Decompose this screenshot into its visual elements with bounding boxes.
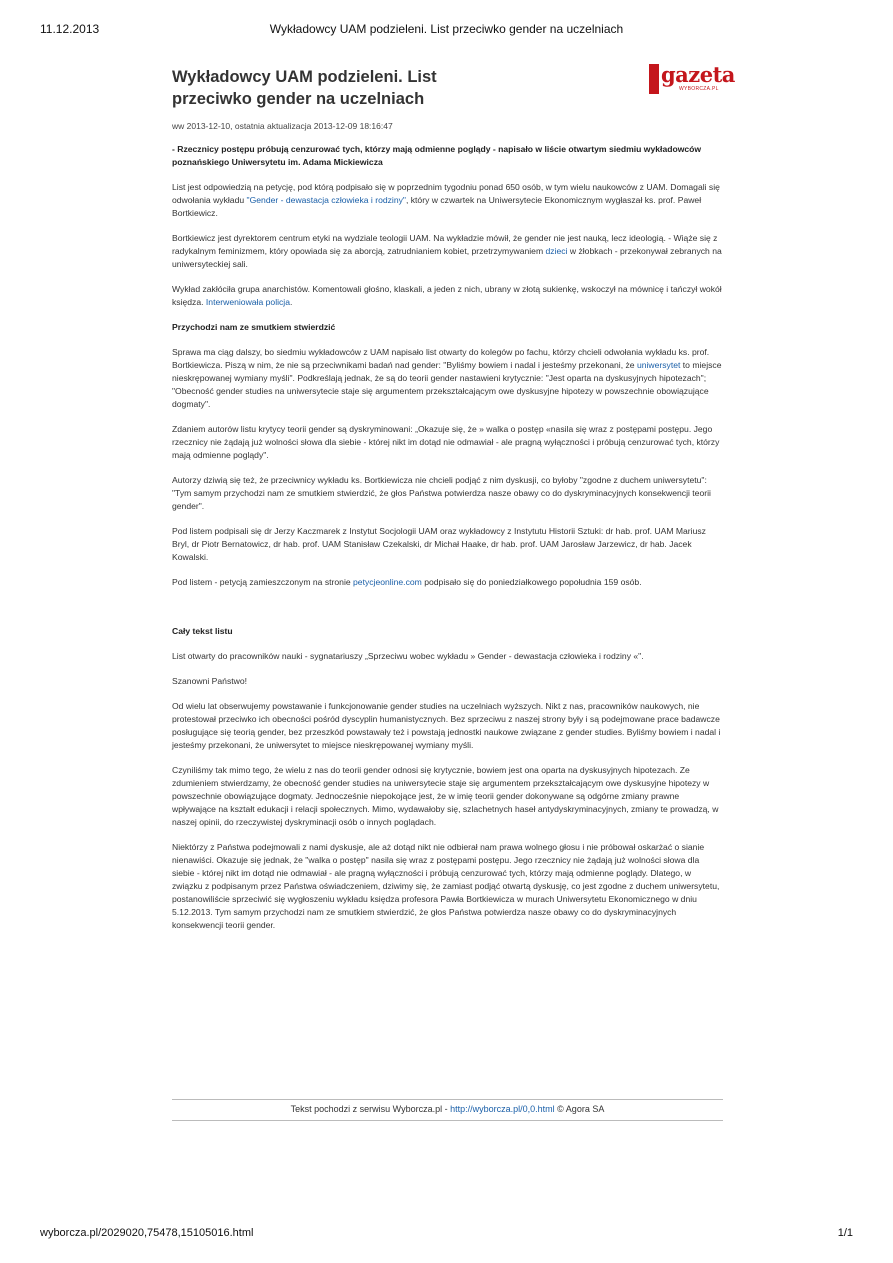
letter-paragraph-3: Niektórzy z Państwa podejmowali z nami dyskusje, ale aż dotąd nikt nie odbierał nam prawa wolnego głosu i nie próbował oskarżać o sianie nienawiści. Okazuje się jednak, że "walka o postęp" nasila się wraz z postępami postępu. Jego rzecznicy nie żądają już wolności słowa dla siebie - której nikt im dotąd nie odmawiał - ale pragną wyłączności i próbują cenzurować tych, którzy mają odmienne poglądy. Dlatego, w związku z podpisanym przez Państwa oświadczeniem, dziwimy się, że zamiast podjąć otwartą dyskusję, co jest zgodne z duchem uniwersytetu, postanowiliście sprzeciwić się wygłoszeniu wykładu księdza profesora Pawła Bortkiewicza w murach Uniwersytetu Ekonomicznego w dniu 5.12.2013. Tym samym przychodzi nam ze smutkiem stwierdzić, że głos Państwa potwierdza nasze obawy co do dyskryminacyjnych konsekwencji teorii gender. — [172, 842, 720, 930]
spacer — [172, 589, 723, 613]
article-byline: ww 2013-12-10, ostatnia aktualizacja 2013-12-09 18:16:47 — [172, 121, 393, 131]
letter-title: List otwarty do pracowników nauki - sygnatariuszy „Sprzeciwu wobec wykładu » Gender - dewastacja człowieka i rodziny «". — [172, 651, 644, 661]
gazeta-logo[interactable] — [649, 62, 735, 94]
paragraph-6: Autorzy dziwią się też, że przeciwnicy wykładu ks. Bortkiewicza nie chcieli podjąć z nim dyskusji, co byłoby "zgodne z duchem uniwersytetu": "Tym samym przychodzi nam ze smutkiem stwierdzić, że głos Państwa potwierdza nasze obawy co do dyskryminacyjnych konsekwencji teorii gender". — [172, 475, 711, 511]
source-box — [172, 1099, 723, 1121]
article-lead: - Rzecznicy postępu próbują cenzurować tych, którzy mają odmienne poglądy - napisało w liście otwartym siedmiu wykładowców poznańskiego Uniwersytetu im. Adama Mickiewicza — [172, 144, 702, 167]
source-text: Tekst pochodzi z serwisu Wyborcza.pl - http://wyborcza.pl/0,0.html © Agora SA — [290, 1104, 605, 1114]
logo-mark-icon — [649, 64, 659, 94]
lecture-title-link[interactable]: "Gender - dewastacja człowieka i rodziny" — [246, 195, 406, 205]
letter-salutation: Szanowni Państwo! — [172, 676, 247, 686]
subheading-2: Cały tekst listu — [172, 626, 233, 636]
print-url: wyborcza.pl/2029020,75478,15105016.html — [40, 1227, 254, 1239]
dzieci-link[interactable]: dzieci — [545, 246, 568, 256]
petycjeonline-link[interactable]: petycjeonline.com — [353, 577, 422, 587]
logo-subtext: WYBORCZA.PL — [679, 86, 719, 92]
wyborcza-link[interactable]: http://wyborcza.pl/0,0.html — [450, 1104, 555, 1114]
paragraph-7: Pod listem podpisali się dr Jerzy Kaczmarek z Instytut Socjologii UAM oraz wykładowcy z Instytutu Historii Sztuki: dr hab. prof. UAM Mariusz Bryl, dr Piotr Bernatowicz, dr hab. prof. UAM Stanisław Czekalski, dr Michał Haake, dr hab. prof. UAM Jarosław Jarzewicz, dr hab. Jacek Kowalski. — [172, 526, 706, 562]
paragraph-8: Pod listem - petycją zamieszczonym na stronie petycjeonline.com podpisało się do poniedziałkowego popołudnia 159 osób. — [172, 577, 642, 587]
print-date: 11.12.2013 — [40, 22, 100, 36]
article — [172, 62, 735, 932]
page-number: 1/1 — [837, 1227, 853, 1239]
print-page-title: Wykładowcy UAM podzieleni. List przeciwko gender na uczelniach — [269, 22, 624, 36]
logo-text: gazeta — [661, 62, 735, 87]
subheading-1: Przychodzi nam ze smutkiem stwierdzić — [172, 322, 336, 332]
paragraph-5: Zdaniem autorów listu krytycy teorii gender są dyskryminowani: „Okazuje się, że » walka o postęp «nasila się wraz z postępami postępu. Jego rzecznicy nie żądają już wolności słowa dla siebie - której nikt im dotąd nie odmawiał - ale pragną wyłączności i próbują cenzurować tych, którzy mają odmienne poglądy". — [172, 424, 720, 460]
paragraph-2: Bortkiewicz jest dyrektorem centrum etyki na wydziale teologii UAM. Na wykładzie mówił, że gender nie jest nauką, lecz ideologią. - Wiąże się z radykalnym feminizmem, który opowiada się za aborcją, zatrudnianiem kobiet, przetrzymywaniem dzieci w żłobkach - przekonywał zebranych na uniwersyteckiej sali. — [172, 233, 722, 269]
paragraph-4: Sprawa ma ciąg dalszy, bo siedmiu wykładowców z UAM napisało list otwarty do kolegów po fachu, którzy chcieli odwołania wykładu ks. prof. Bortkiewicza. Piszą w nim, że nie są przeciwnikami badań nad gender: "Byliśmy bowiem i nadal i jesteśmy przekonani, że uniwersytet to miejsce nieskrępowanej wymiany myśli". Podkreślają jednak, że są do teorii gender nastawieni krytycznie: "Jest oparta na dyskusyjnych hipotezach"; "Obecność gender studies na uniwersytecie staje się argumentem przekształcającym owe dyskusyjne hipotezy w powszechnie obowiązujące dogmaty". — [172, 347, 722, 409]
paragraph-3: Wykład zakłóciła grupa anarchistów. Komentowali głośno, klaskali, a jeden z nich, ubrany w złotą sukienkę, wskoczył na mównicę i tańczył wokół księdza. Interweniowała policja. — [172, 284, 722, 307]
uniwersytet-link[interactable]: uniwersytet — [636, 360, 681, 370]
paragraph-1: List jest odpowiedzią na petycję, pod którą podpisało się w poprzednim tygodniu ponad 650 osób, w tym wielu naukowców z UAM. Domagali się odwołania wykładu "Gender - dewastacja człowieka i rodziny", który w czwartek na Uniwersytecie Ekonomicznym wygłaszał ks. prof. Paweł Bortkiewicz. — [172, 182, 720, 218]
letter-paragraph-2: Czyniliśmy tak mimo tego, że wielu z nas do teorii gender odnosi się krytycznie, bowiem jest ona oparta na dyskusyjnych hipotezach. Ze zdumieniem stwierdzamy, że obecność gender studies na uniwersytecie staje się argumentem przekształcającym owe dyskusyjne hipotezy w powszechnie obowiązujące dogmaty. Jednocześnie niepokojące jest, że w imię teorii gender dokonywane są odgórne zmiany prawne wpływające na kształt edukacji i relacji społecznych. Mimo, wydawałoby się, szlachetnych haseł antydyskryminacyjnych, zmiany te prowadzą, w naszej opinii, do rzeczywistej dyskryminacji osób o innych poglądach. — [172, 765, 719, 827]
letter-paragraph-1: Od wielu lat obserwujemy powstawanie i funkcjonowanie gender studies na uczelniach wyższych. Nikt z nas, pracowników naukowych, nie protestował przeciwko ich obecności pośród dyscyplin humanistycznych. Bez sprzeciwu z naszej strony były i są podejmowane prace badawcze posługujące się teorią gender, bez przeszkód powstawały też i powstają jednostki naukowe związane z gender studies. Byliśmy bowiem i nadal i jesteśmy przekonani, że uniwersytet to miejsce nieskrępowanej wymiany myśli. — [172, 701, 721, 750]
policja-link[interactable]: Interweniowała policja — [205, 297, 290, 307]
article-title: Wykładowcy UAM podzieleni. List przeciwko gender na uczelniach — [172, 68, 437, 108]
